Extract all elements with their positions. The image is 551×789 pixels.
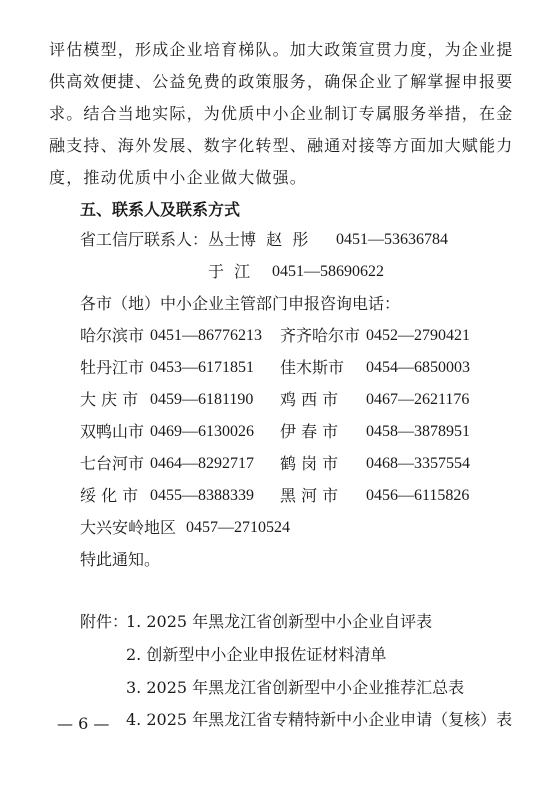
city-phone: 0454—6850003: [366, 359, 470, 376]
body-line-1: 评估模型，形成企业培育梯队。加大政策宣贯力度，为企业提: [49, 40, 514, 59]
attachments-label: 附件：: [80, 612, 129, 631]
city-phone: 0459—6181190: [150, 391, 254, 408]
city-name: 大 庆 市: [80, 390, 139, 409]
body-line-2: 供高效便捷、公益免费的政策服务，确保企业了解掌握申报要: [49, 72, 514, 91]
city-phone: 0451—86776213: [150, 327, 262, 344]
city-phone: 0452—2790421: [366, 327, 470, 344]
city-name: 牡丹江市: [80, 358, 145, 377]
city-name: 齐齐哈尔市: [280, 326, 361, 345]
city-name: 绥 化 市: [80, 486, 139, 505]
body-line-3: 求。结合当地实际，为优质中小企业制订专属服务举措，在金: [49, 104, 514, 123]
city-name: 鸡 西 市: [280, 390, 339, 409]
notice-text: 特此通知。: [80, 550, 161, 569]
attachment-item-1: 1. 2025 年黑龙江省创新型中小企业自评表: [126, 612, 433, 631]
city-phone: 0469—6130026: [150, 423, 254, 440]
city-name: 七台河市: [80, 454, 145, 473]
city-phone: 0458—3878951: [366, 423, 470, 440]
contact-phone-2: 0451—58690622: [272, 263, 384, 280]
city-name: 双鸭山市: [80, 422, 145, 441]
attachment-item-4: 4. 2025 年黑龙江省专精特新中小企业申请（复核）表: [126, 710, 513, 729]
section-heading: 五、联系人及联系方式: [80, 200, 241, 219]
contact-phone-1: 0451—53636784: [336, 231, 448, 248]
body-line-4: 融支持、海外发展、数字化转型、融通对接等方面加大赋能力: [49, 136, 514, 155]
contact-person-1: 丛士博 赵 彤: [208, 230, 309, 249]
body-line-5: 度，推动优质中小企业做大做强。: [49, 168, 308, 187]
attachment-item-3: 3. 2025 年黑龙江省创新型中小企业推荐汇总表: [126, 678, 465, 697]
city-name: 鹤 岗 市: [280, 454, 339, 473]
city-name: 哈尔滨市: [80, 326, 145, 345]
city-name: 黑 河 市: [280, 486, 339, 505]
daxinganling-phone: 0457—2710524: [186, 519, 290, 536]
city-name: 伊 春 市: [280, 422, 339, 441]
city-phone: 0456—6115826: [366, 487, 470, 504]
city-name: 佳木斯市: [280, 358, 345, 377]
city-phone: 0455—8388339: [150, 487, 254, 504]
city-phone: 0468—3357554: [366, 455, 470, 472]
city-phone: 0464—8292717: [150, 455, 254, 472]
city-phone: 0467—2621176: [366, 391, 470, 408]
daxinganling-name: 大兴安岭地区: [80, 518, 177, 537]
page-number: — 6 —: [57, 714, 110, 733]
city-intro: 各市（地）中小企业主管部门申报咨询电话：: [80, 294, 401, 313]
attachment-item-2: 2. 创新型中小企业申报佐证材料清单: [126, 645, 387, 664]
city-phone: 0453—6171851: [150, 359, 254, 376]
contact-label: 省工信厅联系人：: [80, 230, 209, 249]
contact-person-2: 于 江: [208, 262, 251, 281]
